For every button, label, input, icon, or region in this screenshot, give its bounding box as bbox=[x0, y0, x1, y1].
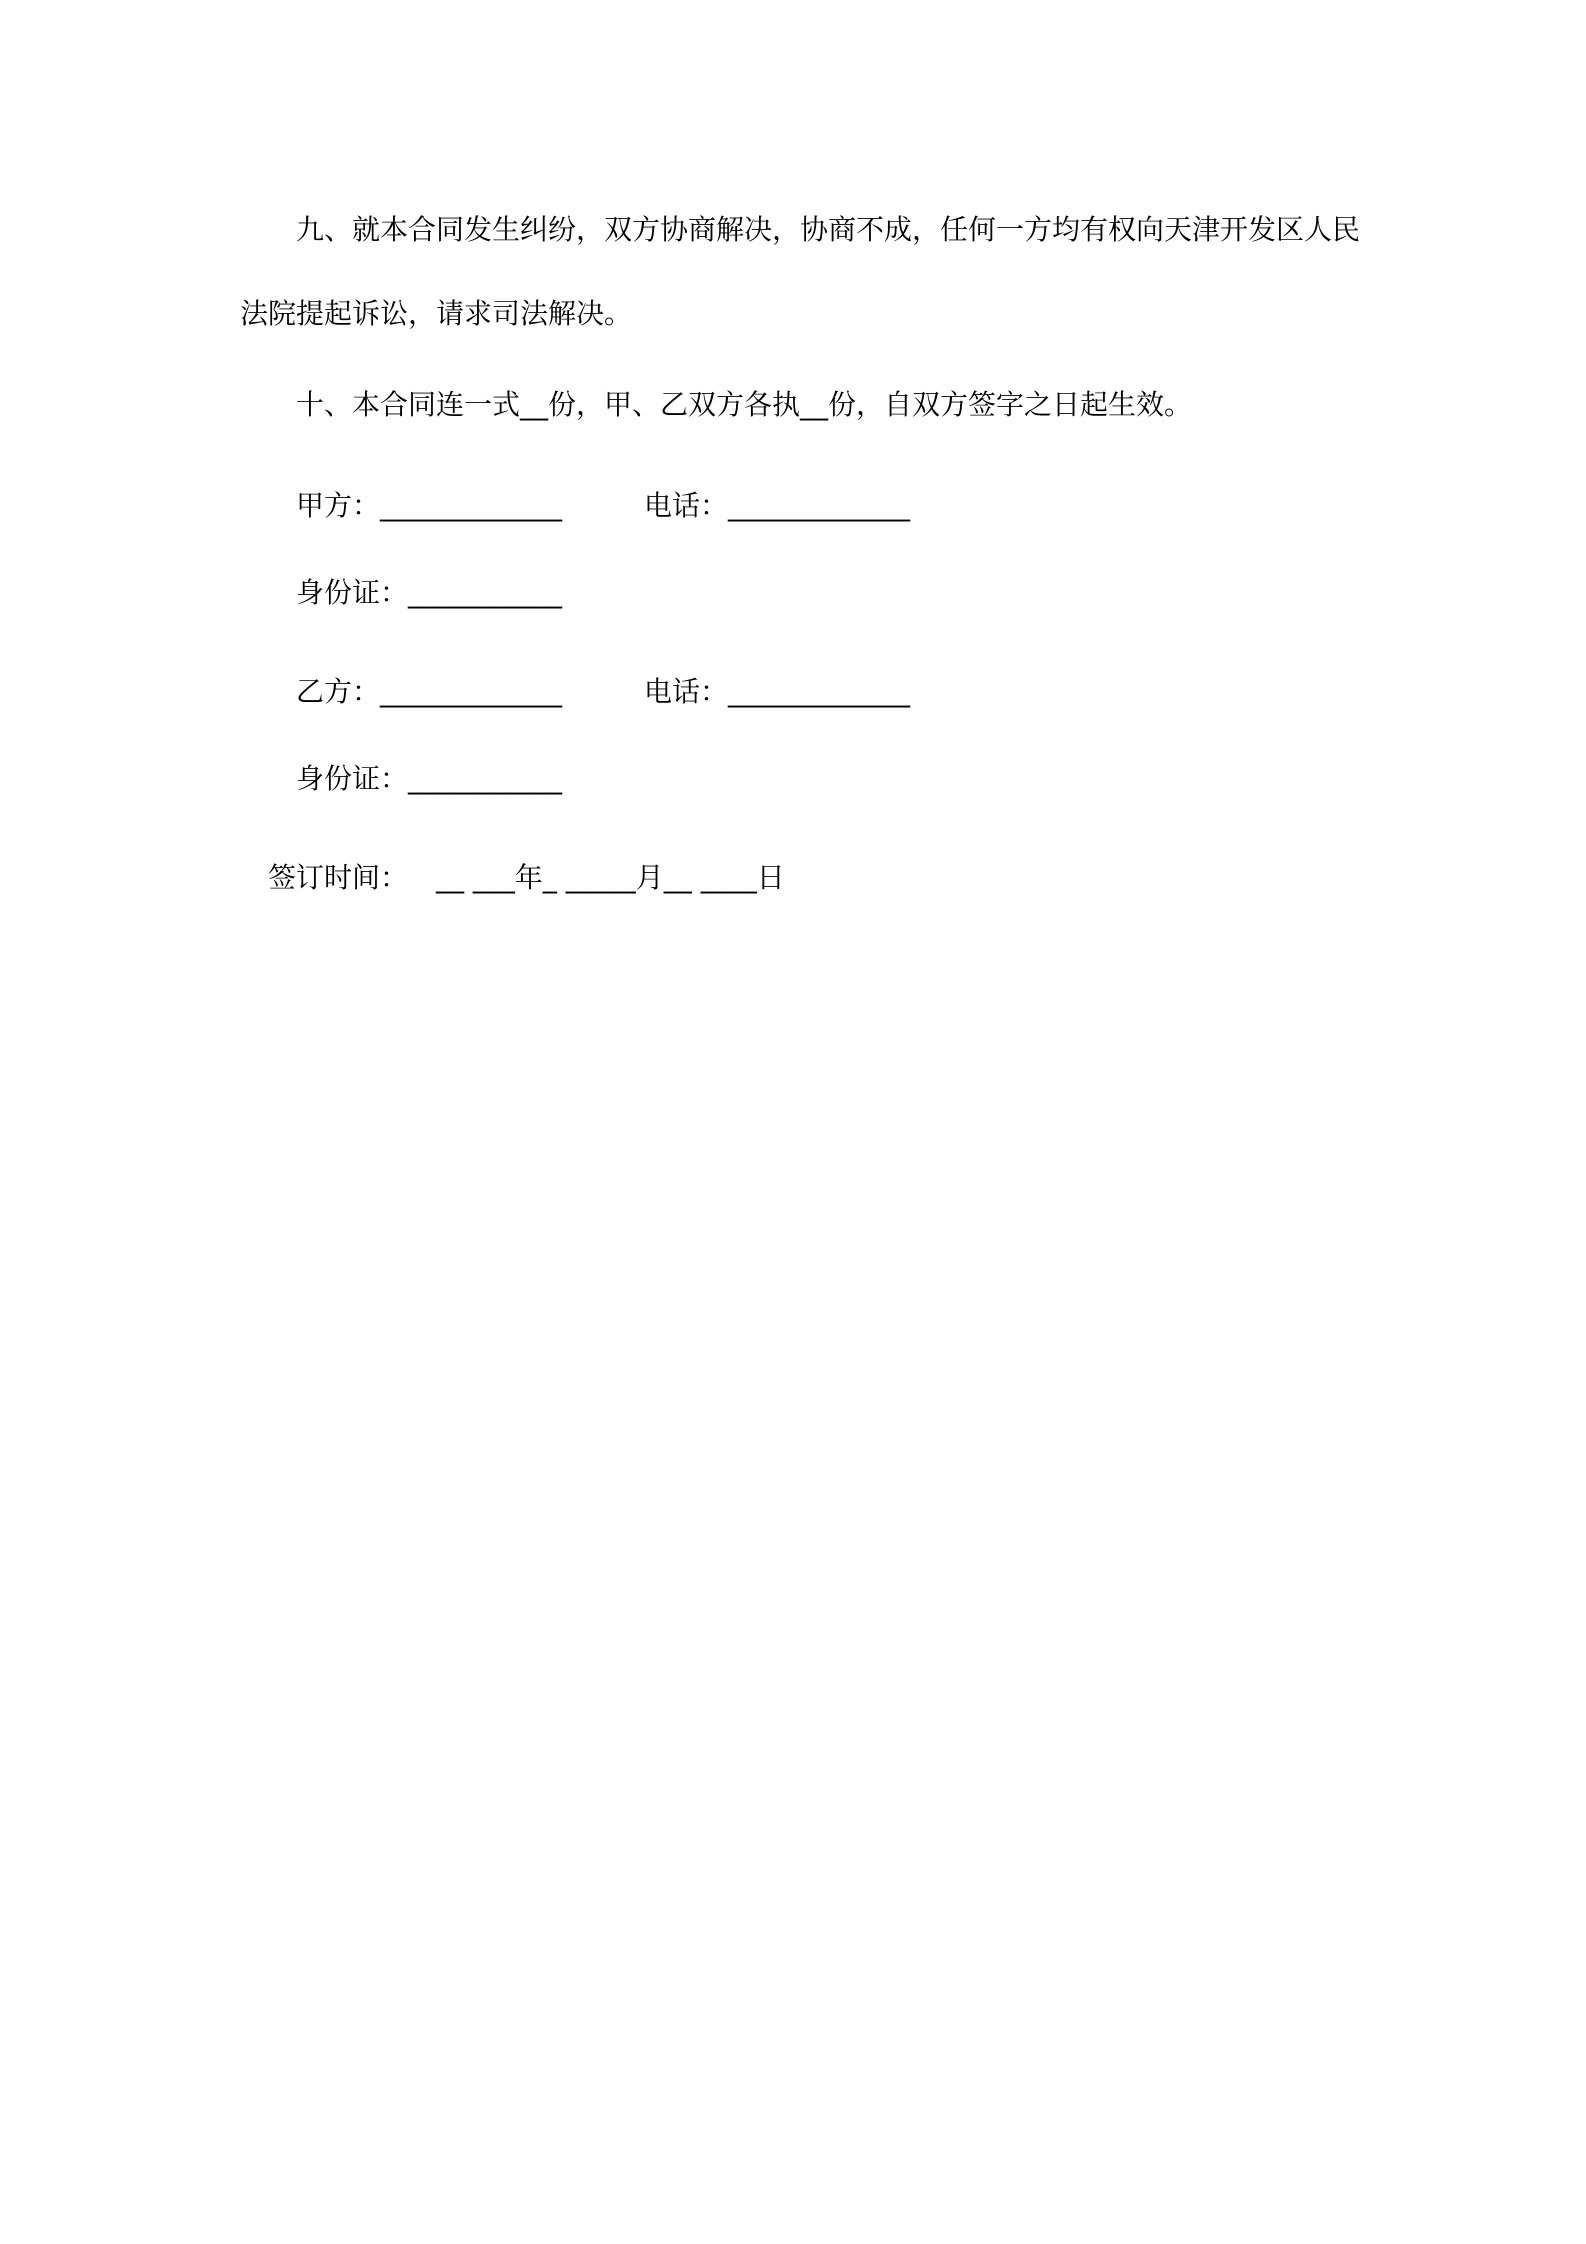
party-b-field: 乙方：_____________ bbox=[296, 675, 563, 708]
sign-date-value: __ ___年_ _____月__ ____日 bbox=[436, 861, 785, 894]
party-b-id-field: 身份证：___________ bbox=[296, 762, 563, 795]
party-a-id-field: 身份证：___________ bbox=[296, 576, 563, 609]
party-a-phone-field: 电话：_____________ bbox=[644, 489, 911, 522]
party-b-phone-field: 电话：_____________ bbox=[644, 675, 911, 708]
sign-date-label: 签订时间： bbox=[268, 861, 409, 894]
clause-9-line-2: 法院提起诉讼，请求司法解决。 bbox=[240, 297, 633, 330]
clause-10: 十、本合同连一式__份，甲、乙双方各执__份，自双方签字之日起生效。 bbox=[296, 388, 1193, 421]
party-a-field: 甲方：_____________ bbox=[296, 489, 563, 522]
clause-9-line-1: 九、就本合同发生纠纷，双方协商解决，协商不成，任何一方均有权向天津开发区人民 bbox=[296, 213, 1361, 246]
